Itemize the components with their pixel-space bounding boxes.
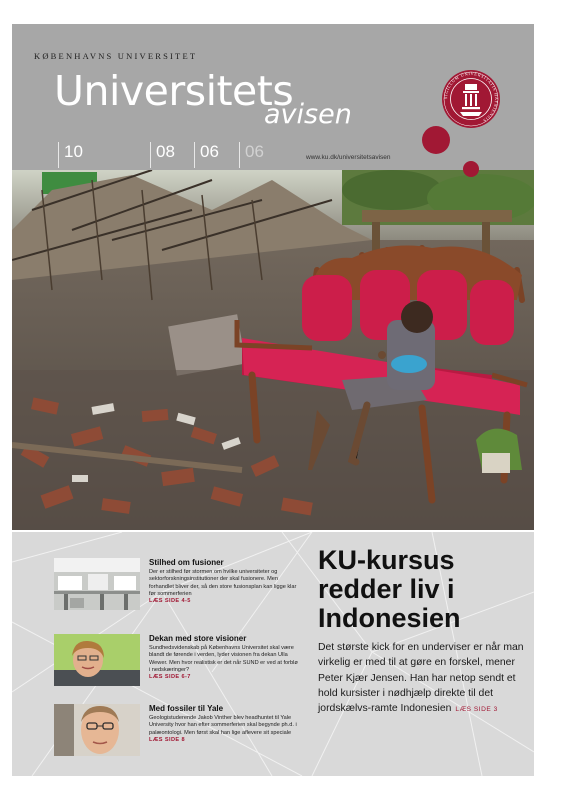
read-more-link[interactable]: LÆS SIDE 4-5	[149, 598, 191, 605]
cover-photo	[12, 170, 534, 530]
accent-dot	[463, 161, 479, 177]
office-photo-thumbnail	[54, 558, 140, 610]
seal-text: SIGILLUM UNIVERSITATIS HAFNIENSIS	[442, 70, 500, 124]
accent-dot	[422, 126, 450, 154]
newspaper-title: Universitets	[54, 67, 294, 115]
main-headline[interactable]: KU-kursus redder liv i Indonesien	[318, 545, 461, 633]
earthquake-photo-illustration	[12, 170, 534, 530]
issue-number: 10	[58, 142, 83, 168]
front-page	[12, 24, 534, 776]
portrait-woman-thumbnail	[54, 634, 140, 686]
website-url[interactable]: www.ku.dk/universitetsavisen	[306, 154, 391, 161]
teaser-dekan[interactable]	[54, 634, 298, 690]
main-lead	[318, 640, 530, 717]
teaser-yale[interactable]	[54, 704, 297, 760]
teaser-body: Geologistuderende Jakob Vinther blev headhuntet til Yale University hvor han efter sommerferien skal begynde ph.d. i palæontologi. Men først skal han lige aflevere sit speciale	[149, 715, 297, 736]
issue-number: 06	[194, 142, 219, 168]
teaser-title: Med fossiler til Yale	[149, 704, 224, 713]
issue-number: 08	[150, 142, 175, 168]
read-more-link[interactable]: LÆS SIDE 3	[455, 706, 498, 714]
lead-text: Det største kick for en underviser er når man virkelig er med til at gøre en forskel, mener Peter Kjær Jensen. Han har netop sendt et hold kursister i nødhjælp direkte til det jordskælvs-ramte Indonesien	[318, 642, 524, 715]
teaser-body: Der er stilhed før stormen om hvilke universiteter og sektorforskningsinstitutioner der skal fusionere. Men forhandlet bliver der, så den store fusionsplan kan ligge klar før sommerferien	[149, 569, 297, 597]
read-more-link[interactable]: LÆS SIDE 6-7	[149, 674, 191, 681]
university-name: KØBENHAVNS UNIVERSITET	[34, 51, 198, 61]
teaser-title: Stilhed om fusioner	[149, 558, 224, 567]
portrait-man-thumbnail	[54, 704, 140, 756]
front-page-teasers	[12, 532, 534, 776]
teaser-fusioner[interactable]	[54, 558, 297, 614]
newspaper-title-sub: avisen	[264, 99, 352, 130]
masthead	[12, 24, 534, 170]
teaser-body: Sundhedsvidenskab på Københavns Universitet skal være blandt de førende i verden, lyder visionen fra dekan Ulla Wewer. Men hvor realistisk er det når SUND er ved at forblø i nedskæringer?	[149, 645, 298, 673]
issue-number: 06	[239, 142, 264, 168]
teaser-title: Dekan med store visioner	[149, 634, 247, 643]
university-seal-icon	[441, 69, 501, 129]
read-more-link[interactable]: LÆS SIDE 8	[149, 736, 186, 743]
